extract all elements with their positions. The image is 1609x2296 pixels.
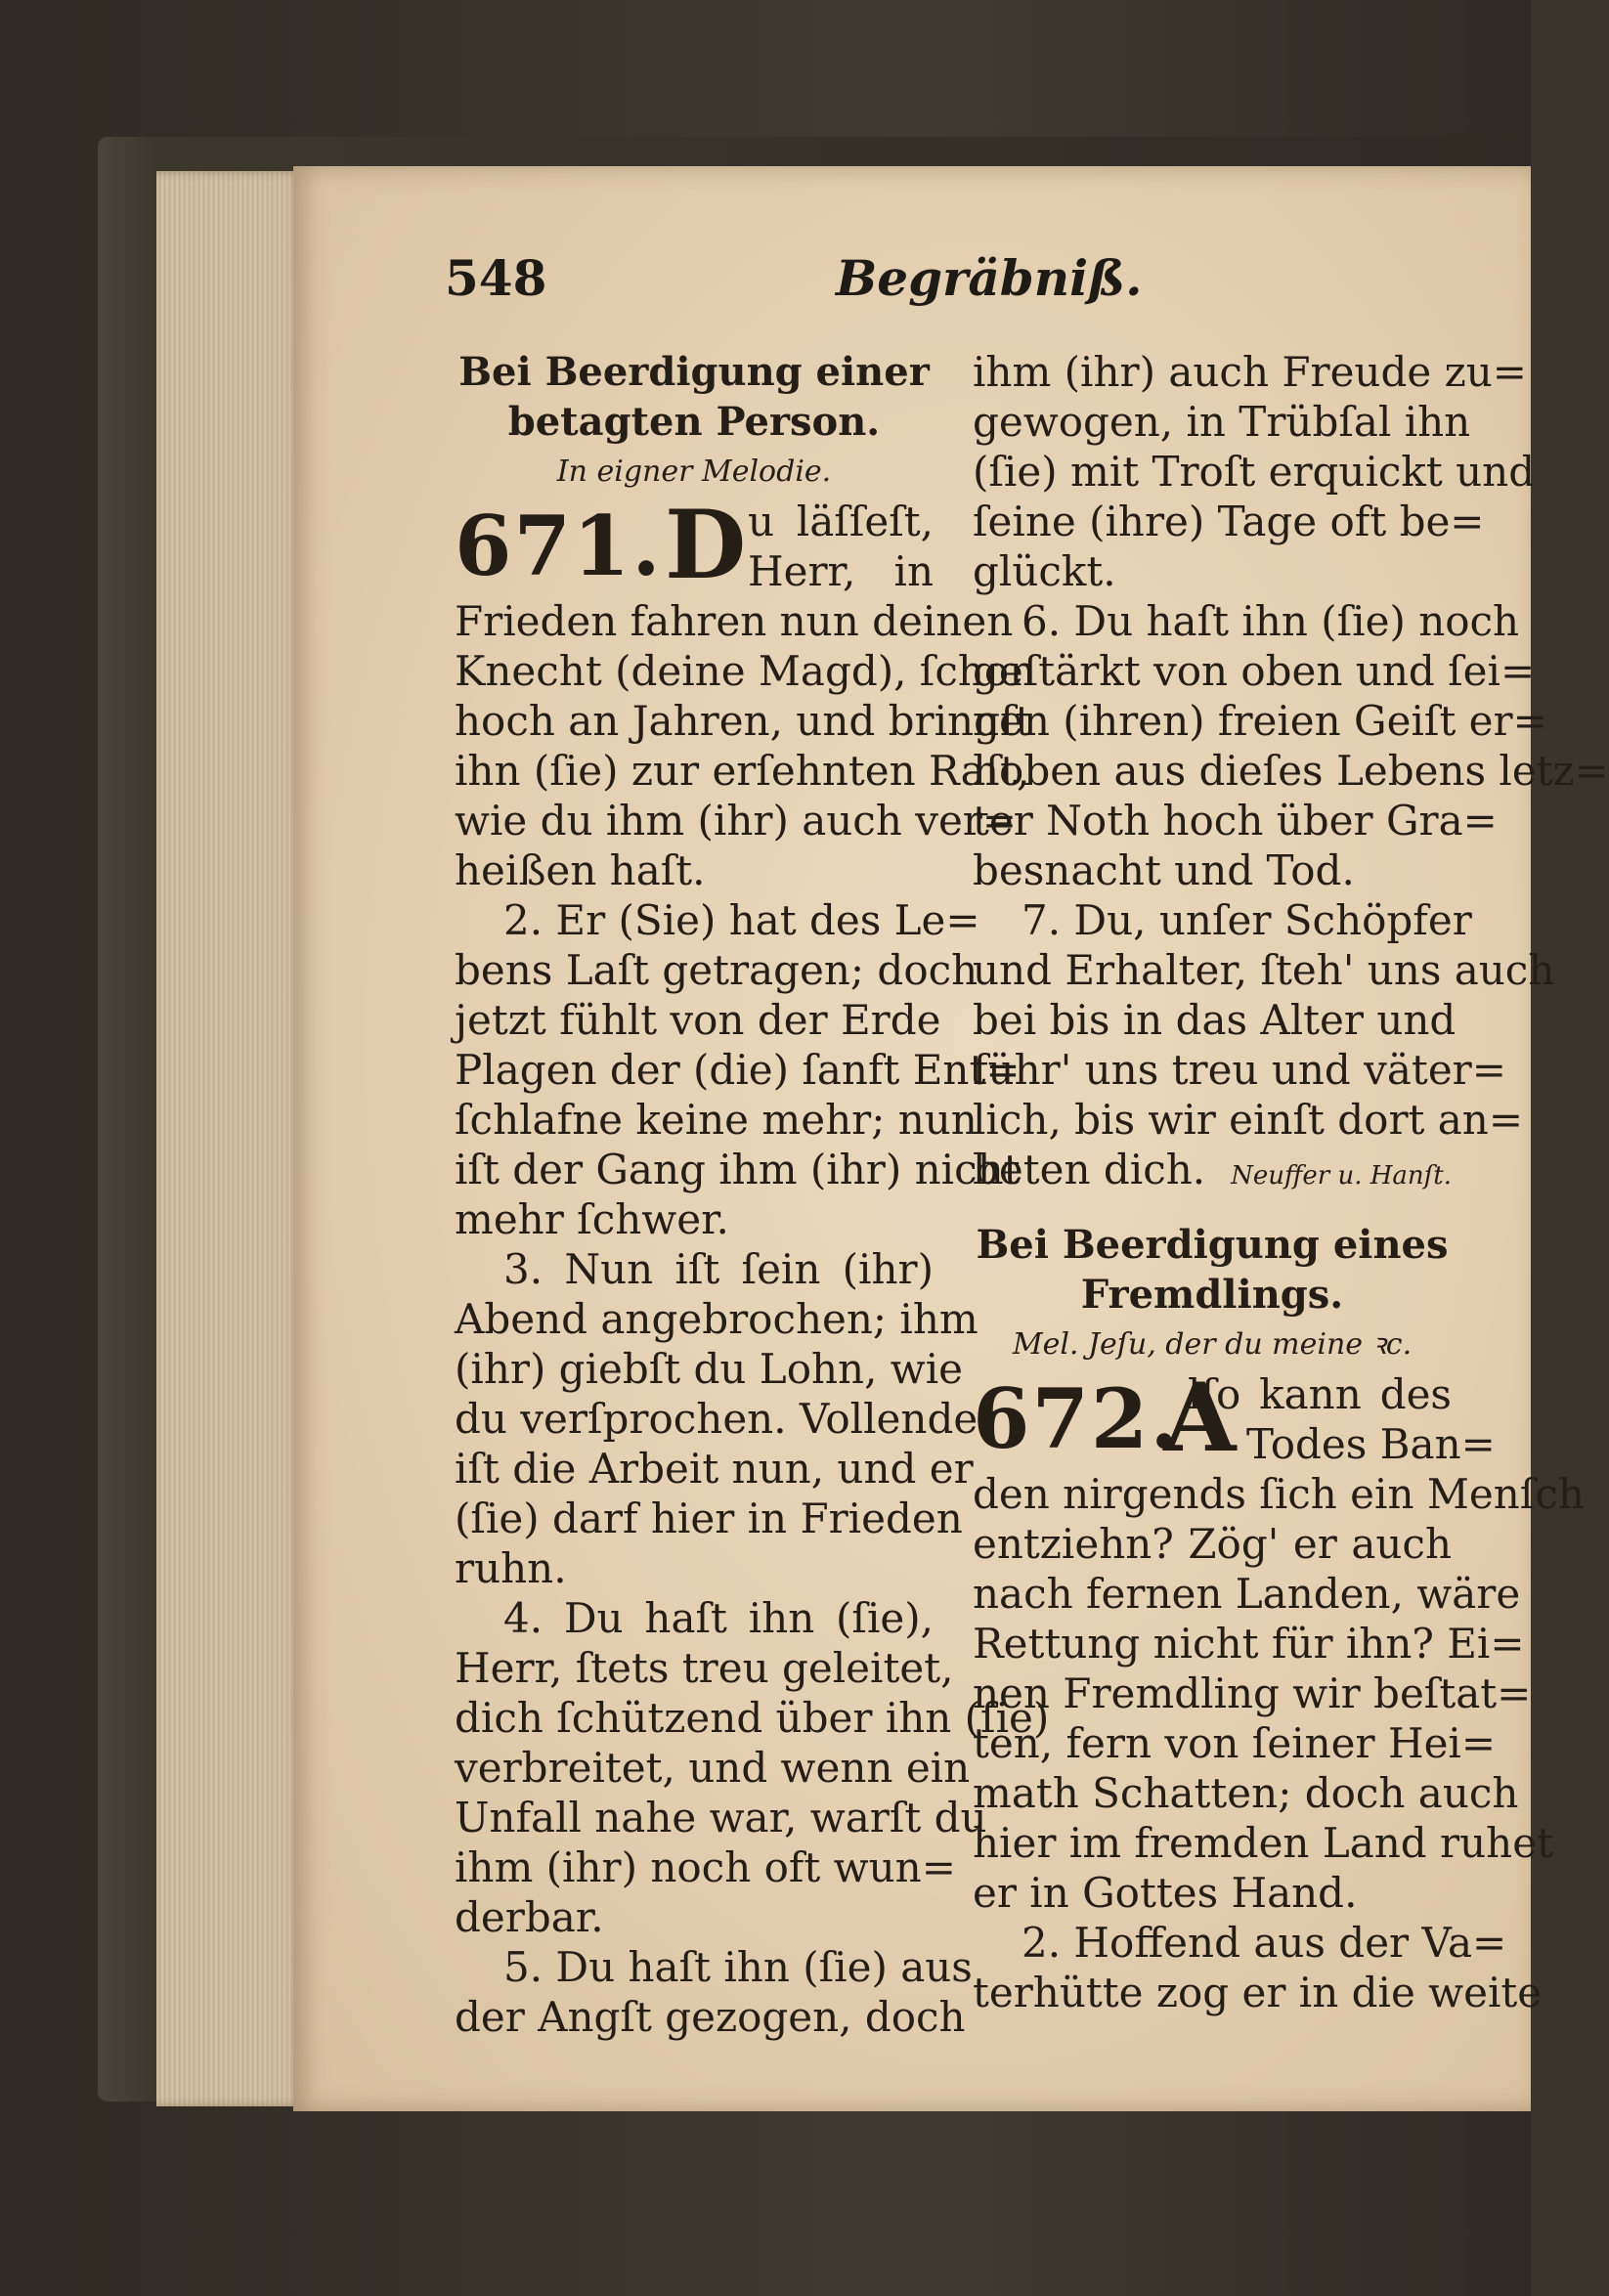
hymn-author: Neuffer u. Hanſt. [1231,1161,1452,1191]
right-column [973,347,1609,2017]
text-line: Plagen der (die) ſanft Ent= [455,1046,1021,1094]
verse-start: 7. Du, unſer Schöpfer [1022,896,1472,944]
text-line: terhütte zog er in die weite [973,1969,1543,2016]
text-line: derbar. [455,1893,604,1941]
text-line: (ſie) mit Troſt erquickt und [973,448,1536,496]
text-line: nen Fremdling wir beſtat= [973,1669,1532,1717]
melody-note: Mel. Jeſu, der du meine ꝛc. [1012,1327,1413,1362]
hymn-heading: Fremdlings. [1080,1272,1344,1318]
text-line: besnacht und Tod. [973,846,1355,894]
text-line: verbreitet, und wenn ein [455,1744,971,1792]
text-line: ihm (ihr) auch Freude zu= [973,348,1527,396]
text-line: ten, fern von ſeiner Hei= [973,1719,1497,1767]
verse-start: 3. Nun iſt ſein (ihr) [503,1245,934,1293]
hymn-opening [455,490,934,600]
verse-start: 5. Du haſt ihn (ſie) aus [503,1943,973,1991]
hymn-heading: Bei Beerdigung eines [976,1222,1449,1268]
page-number: 548 [445,249,547,307]
text-line: Abend angebrochen; ihm [455,1295,978,1343]
text-line: führ' uns treu und väter= [973,1046,1506,1094]
text-line: der Angſt gezogen, doch [455,1993,966,2041]
text-line: u läſſeſt, [748,498,934,545]
text-line: du verſprochen. Vollendet [455,1395,995,1443]
text-line: iſt die Arbeit nun, und er [455,1445,974,1493]
page-header [445,249,1143,327]
text-line: ihn (ſie) zur erſehnten Raſt, [455,747,1030,795]
hymn-opening [973,1363,1496,1473]
text-line: hier im fremden Land ruhet [973,1819,1553,1867]
text-line: nen (ihren) freien Geiſt er= [973,697,1547,745]
text-line: den nirgends ſich ein Menſch [973,1470,1585,1518]
drop-initial: D [665,490,747,600]
text-line: heißen haſt. [455,846,706,894]
closing-line [973,1145,1452,1194]
hymn-number: 672. [973,1370,1181,1467]
drop-initial: A [1163,1363,1237,1473]
text-line: Unfall nahe war, warſt du [455,1794,987,1841]
page-edges [156,171,303,2106]
text-line: Frieden fahren nun deinen [455,597,1014,645]
text-line: math Schatten; doch auch [973,1769,1519,1817]
text-line: beten dich. [973,1146,1206,1193]
text-line: ter Noth hoch über Gra= [973,797,1498,845]
text-line: lſo kann des [1188,1370,1452,1418]
text-line: bens Laſt getragen; doch [455,946,978,994]
verse-start: 2. Er (Sie) hat des Le= [503,896,980,944]
verse-start: 6. Du haſt ihn (ſie) noch [1022,597,1520,645]
text-line: (ihr) giebſt du Lohn, wie [455,1345,964,1393]
text-line: dich ſchützend über ihn (ſie) [455,1694,1050,1742]
text-line: (ſie) darf hier in Frieden [455,1495,963,1542]
verse-start: 2. Hoffend aus der Va= [1022,1919,1507,1967]
text-line: mehr ſchwer. [455,1195,729,1243]
text-line: lich, bis wir einſt dort an= [973,1096,1524,1144]
text-line: und Erhalter, ſteh' uns auch [973,946,1555,994]
text-line: hoben aus dieſes Lebens letz= [973,747,1609,795]
verse-start: 4. Du haſt ihn (ſie), [503,1594,934,1642]
text-line: ruhn. [455,1544,567,1592]
text-line: gewogen, in Trübſal ihn [973,398,1471,446]
text-line: Knecht (deine Magd), ſchon [455,647,1036,695]
hymn-heading: betagten Person. [507,399,881,445]
text-line: ſeine (ihre) Tage oft be= [973,498,1485,545]
text-line: ſchlafne keine mehr; nun [455,1096,978,1144]
text-line: Herr, ſtets treu geleitet, [455,1644,954,1692]
text-line: er in Gottes Hand. [973,1869,1358,1917]
text-line: Rettung nicht für ihn? Ei= [973,1620,1525,1668]
hymn-heading: Bei Beerdigung einer [458,349,930,395]
text-line: geſtärkt von oben und ſei= [973,647,1536,695]
text-line: entziehn? Zög' er auch [973,1520,1452,1568]
text-line: Herr, in [748,547,934,595]
text-line: iſt der Gang ihm (ihr) nicht [455,1146,1021,1193]
text-line: bei bis in das Alter und [973,996,1457,1044]
text-line: wie du ihm (ihr) auch ver= [455,797,1018,845]
hymn-number: 671. [455,498,663,594]
text-line: Todes Ban= [1246,1420,1496,1468]
text-line: hoch an Jahren, und bringſt [455,697,1032,745]
text-line: jetzt fühlt von der Erde [455,996,941,1044]
running-head: Begräbniß. [836,249,1143,307]
text-line: glückt. [973,547,1116,595]
text-line: nach fernen Landen, wäre [973,1570,1521,1618]
melody-note: In eigner Melodie. [556,455,832,489]
text-line: ihm (ihr) noch oft wun= [455,1843,956,1891]
